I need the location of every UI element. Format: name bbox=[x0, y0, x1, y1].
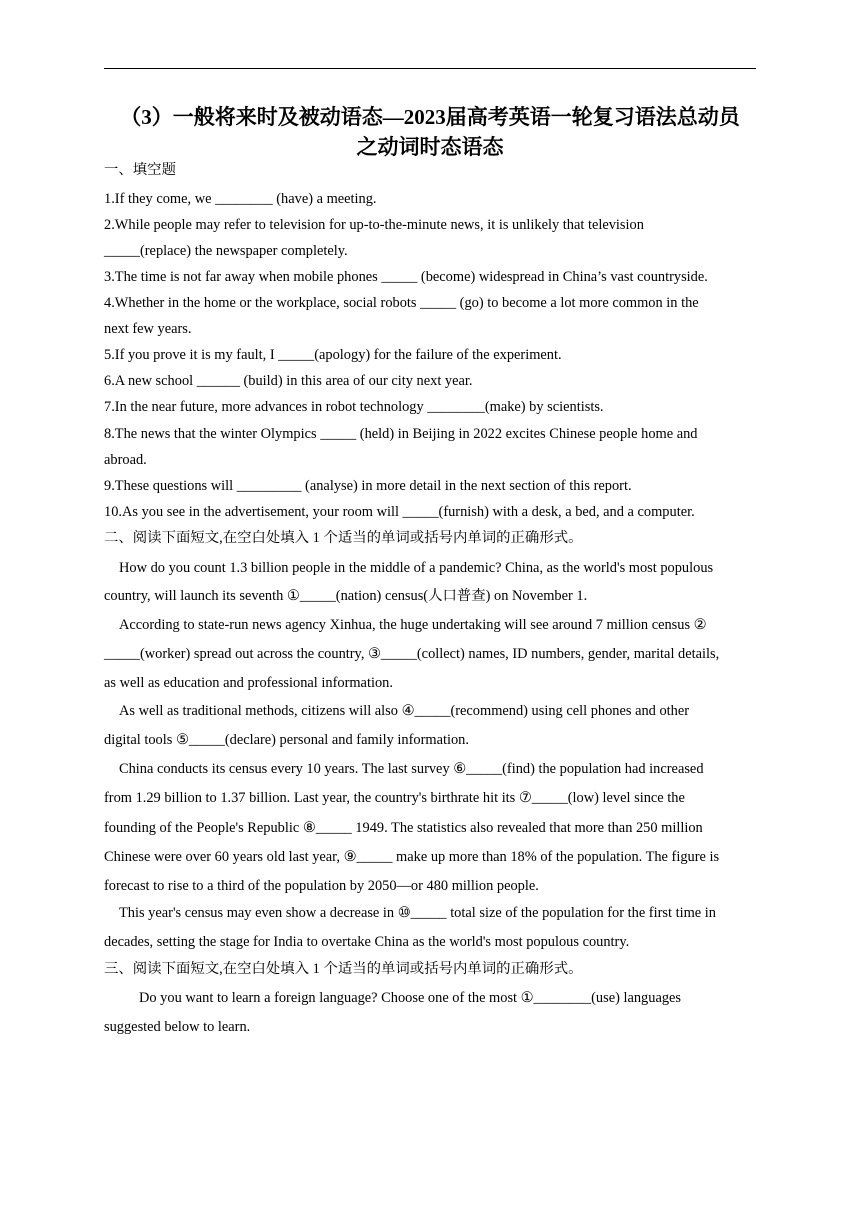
passage-2-line: as well as education and professional information. bbox=[104, 675, 393, 691]
question-6: 6.A new school ______ (build) in this area of our city next year. bbox=[104, 373, 473, 389]
header-rule bbox=[104, 68, 756, 69]
passage-3-line: Do you want to learn a foreign language? Choose one of the most ①________(use) languages bbox=[139, 990, 682, 1006]
question-9: 9.These questions will _________ (analyse) in more detail in the next section of this report. bbox=[104, 478, 632, 494]
question-8: 8.The news that the winter Olympics _____ (held) in Beijing in 2022 excites Chinese people home and bbox=[104, 426, 698, 442]
question-3: 3.The time is not far away when mobile phones _____ (become) widespread in China’s vast countryside. bbox=[104, 269, 708, 285]
passage-2-line: This year's census may even show a decrease in ⑩_____ total size of the population for the first time in bbox=[119, 905, 716, 921]
passage-2-line: _____(worker) spread out across the country, ③_____(collect) names, ID numbers, gender, marital details, bbox=[104, 646, 720, 662]
question-4-cont: next few years. bbox=[104, 321, 192, 337]
title-line-1: （3）一般将来时及被动语态—2023届高考英语一轮复习语法总动员 bbox=[120, 105, 740, 129]
question-2: 2.While people may refer to television for up-to-the-minute news, it is unlikely that television bbox=[104, 217, 644, 233]
passage-2-line: Chinese were over 60 years old last year, ⑨_____ make up more than 18% of the population. The figure is bbox=[104, 849, 720, 865]
passage-2-line: founding of the People's Republic ⑧_____ 1949. The statistics also revealed that more than 250 million bbox=[104, 820, 703, 836]
question-4: 4.Whether in the home or the workplace, social robots _____ (go) to become a lot more common in the bbox=[104, 295, 699, 311]
question-8-cont: abroad. bbox=[104, 452, 147, 468]
question-2-cont: _____(replace) the newspaper completely. bbox=[104, 243, 348, 259]
passage-2-line: forecast to rise to a third of the population by 2050—or 480 million people. bbox=[104, 878, 539, 894]
section-3-heading: 三、阅读下面短文,在空白处填入 1 个适当的单词或括号内单词的正确形式。 bbox=[104, 961, 583, 977]
passage-2-line: China conducts its census every 10 years. The last survey ⑥_____(find) the population had increased bbox=[119, 761, 704, 777]
question-5: 5.If you prove it is my fault, I _____(apology) for the failure of the experiment. bbox=[104, 347, 562, 363]
passage-2-line: According to state-run news agency Xinhua, the huge undertaking will see around 7 million census ② bbox=[119, 617, 707, 633]
question-7: 7.In the near future, more advances in robot technology ________(make) by scientists. bbox=[104, 399, 604, 415]
passage-2-line: As well as traditional methods, citizens will also ④_____(recommend) using cell phones and other bbox=[119, 703, 690, 719]
passage-2-line: decades, setting the stage for India to overtake China as the world's most populous country. bbox=[104, 934, 630, 950]
title-line-2: 之动词时态语态 bbox=[356, 135, 504, 159]
question-1: 1.If they come, we ________ (have) a meeting. bbox=[104, 191, 377, 207]
passage-2-line: digital tools ⑤_____(declare) personal and family information. bbox=[104, 732, 469, 748]
question-10: 10.As you see in the advertisement, your room will _____(furnish) with a desk, a bed, and a computer. bbox=[104, 504, 695, 520]
passage-3-line: suggested below to learn. bbox=[104, 1019, 251, 1035]
document-title bbox=[104, 102, 756, 162]
passage-2-line: from 1.29 billion to 1.37 billion. Last year, the country's birthrate hit its ⑦_____(low) level since the bbox=[104, 790, 685, 806]
passage-2-line: How do you count 1.3 billion people in the middle of a pandemic? China, as the world's most populous bbox=[119, 560, 714, 576]
passage-2-line: country, will launch its seventh ①_____(nation) census(人口普查) on November 1. bbox=[104, 588, 588, 604]
section-1-heading: 一、填空题 bbox=[104, 162, 176, 178]
section-2-heading: 二、阅读下面短文,在空白处填入 1 个适当的单词或括号内单词的正确形式。 bbox=[104, 530, 583, 546]
